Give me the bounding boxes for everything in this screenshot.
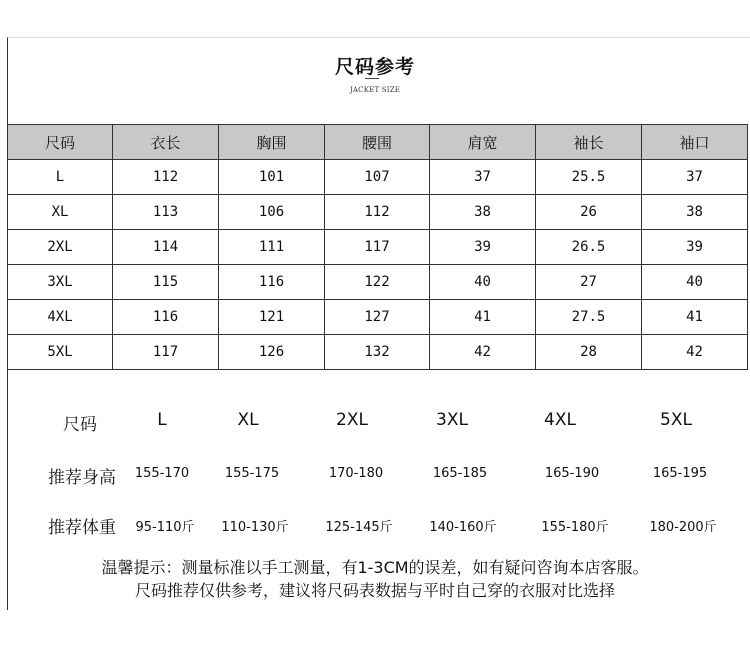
table-cell: 117 bbox=[325, 230, 430, 265]
table-cell: 40 bbox=[642, 265, 748, 300]
recommend-height: 165-185 bbox=[432, 466, 488, 481]
table-cell: 40 bbox=[430, 265, 536, 300]
table-cell: 25.5 bbox=[536, 160, 642, 195]
title-divider bbox=[365, 78, 379, 79]
col-header-sleeve: 袖长 bbox=[536, 125, 642, 160]
table-row bbox=[8, 160, 748, 195]
table-cell: 42 bbox=[642, 335, 748, 370]
table-cell: 41 bbox=[430, 300, 536, 335]
table-cell: 112 bbox=[113, 160, 219, 195]
recommend-size: L bbox=[157, 410, 167, 430]
table-cell: 127 bbox=[325, 300, 430, 335]
table-cell: 116 bbox=[219, 265, 325, 300]
table-cell: 121 bbox=[219, 300, 325, 335]
recommend-weight: 125-145斤 bbox=[325, 520, 393, 535]
recommend-weight: 95-110斤 bbox=[135, 520, 195, 535]
table-cell: 37 bbox=[430, 160, 536, 195]
recommend-size-label: 尺码 bbox=[63, 415, 97, 435]
table-cell: 42 bbox=[430, 335, 536, 370]
table-cell: 4XL bbox=[8, 300, 113, 335]
recommend-size: 3XL bbox=[436, 410, 468, 430]
table-cell: 39 bbox=[430, 230, 536, 265]
table-cell: 126 bbox=[219, 335, 325, 370]
recommend-weight: 140-160斤 bbox=[429, 520, 497, 535]
table-cell: 107 bbox=[325, 160, 430, 195]
table-cell: 114 bbox=[113, 230, 219, 265]
table-cell: 101 bbox=[219, 160, 325, 195]
col-header-size: 尺码 bbox=[8, 125, 113, 160]
table-cell: 41 bbox=[642, 300, 748, 335]
col-header-shoulder: 肩宽 bbox=[430, 125, 536, 160]
size-table bbox=[7, 124, 748, 370]
recommend-size: 4XL bbox=[544, 410, 576, 430]
table-row bbox=[8, 195, 748, 230]
table-row bbox=[8, 335, 748, 370]
table-cell: 27 bbox=[536, 265, 642, 300]
table-cell: 122 bbox=[325, 265, 430, 300]
table-cell: 106 bbox=[219, 195, 325, 230]
size-table-header bbox=[8, 125, 748, 160]
page-title: 尺码参考 bbox=[334, 56, 415, 78]
col-header-chest: 胸围 bbox=[219, 125, 325, 160]
recommend-weight: 110-130斤 bbox=[221, 520, 289, 535]
table-cell: 117 bbox=[113, 335, 219, 370]
table-cell: 112 bbox=[325, 195, 430, 230]
recommend-weight: 155-180斤 bbox=[541, 520, 609, 535]
table-cell: 27.5 bbox=[536, 300, 642, 335]
table-cell: 38 bbox=[642, 195, 748, 230]
table-cell: 116 bbox=[113, 300, 219, 335]
table-cell: 26.5 bbox=[536, 230, 642, 265]
table-cell: XL bbox=[8, 195, 113, 230]
recommend-weight-label: 推荐体重 bbox=[48, 518, 116, 538]
table-row bbox=[8, 265, 748, 300]
recommend-size: 2XL bbox=[336, 410, 368, 430]
table-cell: 3XL bbox=[8, 265, 113, 300]
table-cell: 38 bbox=[430, 195, 536, 230]
table-cell: 26 bbox=[536, 195, 642, 230]
table-cell: 5XL bbox=[8, 335, 113, 370]
page-subtitle: JACKET SIZE bbox=[349, 86, 401, 94]
recommend-weight: 180-200斤 bbox=[649, 520, 717, 535]
table-cell: 28 bbox=[536, 335, 642, 370]
recommend-height: 165-195 bbox=[652, 466, 708, 481]
table-cell: 132 bbox=[325, 335, 430, 370]
table-row bbox=[8, 230, 748, 265]
recommend-height: 165-190 bbox=[544, 466, 600, 481]
recommend-size: 5XL bbox=[660, 410, 692, 430]
table-cell: L bbox=[8, 160, 113, 195]
col-header-length: 衣长 bbox=[113, 125, 219, 160]
recommend-height: 170-180 bbox=[328, 466, 384, 481]
recommend-height-label: 推荐身高 bbox=[48, 468, 116, 488]
col-header-cuff: 袖口 bbox=[642, 125, 748, 160]
recommend-height: 155-170 bbox=[134, 466, 190, 481]
recommend-size: XL bbox=[237, 410, 259, 430]
table-cell: 37 bbox=[642, 160, 748, 195]
tip-line-1: 温馨提示：测量标准以手工测量，有1-3CM的误差，如有疑问咨询本店客服。 bbox=[101, 558, 649, 577]
table-cell: 111 bbox=[219, 230, 325, 265]
tip-line-2: 尺码推荐仅供参考，建议将尺码表数据与平时自己穿的衣服对比选择 bbox=[134, 581, 615, 600]
table-row bbox=[8, 300, 748, 335]
recommend-height: 155-175 bbox=[224, 466, 280, 481]
table-cell: 2XL bbox=[8, 230, 113, 265]
col-header-waist: 腰围 bbox=[325, 125, 430, 160]
table-cell: 113 bbox=[113, 195, 219, 230]
table-cell: 39 bbox=[642, 230, 748, 265]
table-cell: 115 bbox=[113, 265, 219, 300]
